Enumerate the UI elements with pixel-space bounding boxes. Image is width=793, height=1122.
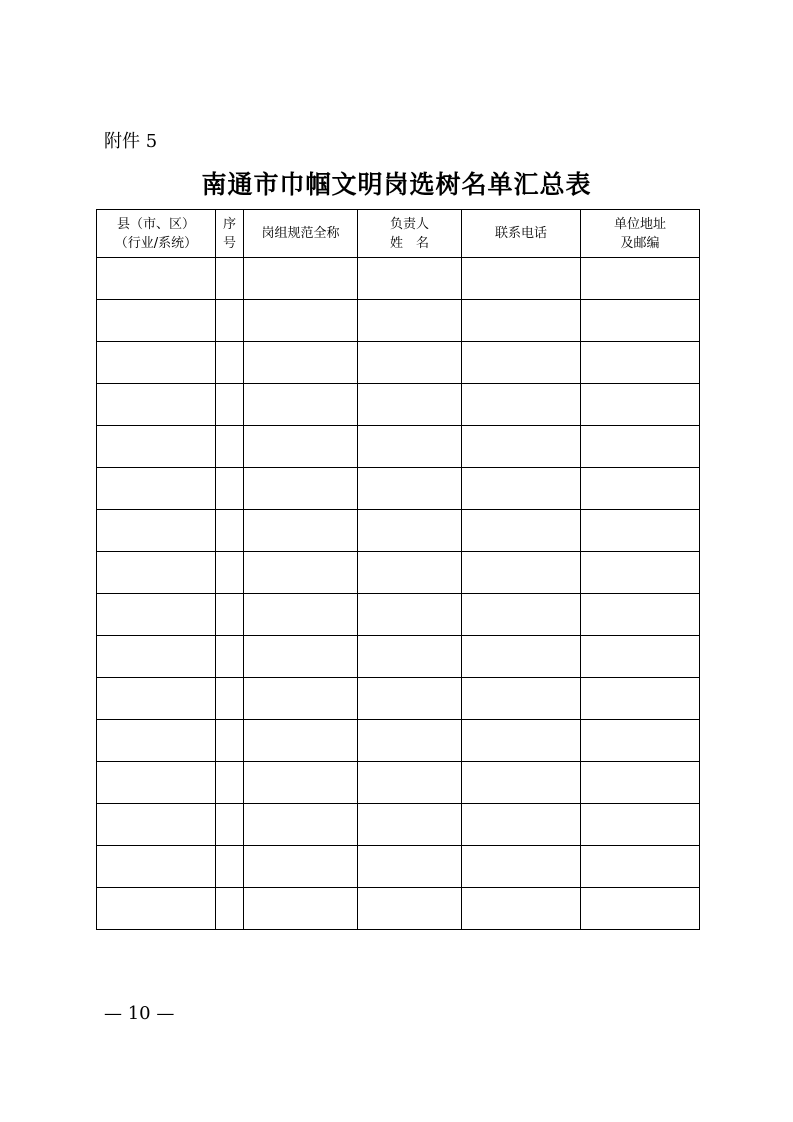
table-cell[interactable] [462,804,581,846]
table-cell[interactable] [216,258,244,300]
table-cell[interactable] [581,300,700,342]
table-cell[interactable] [358,552,462,594]
table-cell[interactable] [358,384,462,426]
table-row [97,678,700,720]
column-header-serial [216,210,244,258]
table-cell[interactable] [462,762,581,804]
table-cell[interactable] [581,468,700,510]
table-cell[interactable] [462,678,581,720]
table-cell[interactable] [216,720,244,762]
table-cell[interactable] [244,636,358,678]
column-header-address-line2: 及邮编 [620,235,660,251]
table-cell[interactable] [462,594,581,636]
table-cell[interactable] [462,342,581,384]
table-cell[interactable] [244,804,358,846]
table-cell[interactable] [216,804,244,846]
table-cell[interactable] [244,762,358,804]
table-cell[interactable] [462,846,581,888]
table-cell[interactable] [244,426,358,468]
table-cell[interactable] [244,888,358,930]
attachment-label: 附件 5 [104,131,158,152]
table-row [97,636,700,678]
table-cell[interactable] [216,846,244,888]
table-cell[interactable] [358,678,462,720]
column-header-address [581,210,700,258]
table-cell[interactable] [358,888,462,930]
table-cell[interactable] [216,300,244,342]
table-cell[interactable] [97,342,216,384]
table-cell[interactable] [216,594,244,636]
table-cell[interactable] [581,258,700,300]
table-row [97,300,700,342]
table-row [97,552,700,594]
table-cell[interactable] [462,426,581,468]
table-row [97,510,700,552]
table-row [97,846,700,888]
column-header-county [97,210,216,258]
column-header-phone-line1: 联系电话 [494,226,547,241]
table-cell[interactable] [462,258,581,300]
table-cell[interactable] [216,552,244,594]
table-row [97,720,700,762]
table-cell[interactable] [581,426,700,468]
table-cell[interactable] [97,426,216,468]
table-cell[interactable] [358,300,462,342]
table-cell[interactable] [97,384,216,426]
table-cell[interactable] [581,594,700,636]
table-cell[interactable] [462,888,581,930]
table-cell[interactable] [358,468,462,510]
column-header-leader-line2: 姓 名 [389,235,429,251]
table-row [97,594,700,636]
table-header-row [97,210,700,258]
table-cell[interactable] [358,426,462,468]
table-cell[interactable] [244,300,358,342]
table-cell[interactable] [216,468,244,510]
table-row [97,762,700,804]
table-row [97,426,700,468]
table-cell[interactable] [358,636,462,678]
table-cell[interactable] [216,510,244,552]
table-cell[interactable] [216,384,244,426]
table-cell[interactable] [462,300,581,342]
table-cell[interactable] [97,888,216,930]
column-header-phone [462,210,581,258]
table-cell[interactable] [462,552,581,594]
column-header-leader-line1: 负责人 [389,216,429,232]
table-cell[interactable] [581,510,700,552]
table-cell[interactable] [581,636,700,678]
table-cell[interactable] [358,804,462,846]
table-cell[interactable] [97,804,216,846]
table-cell[interactable] [216,342,244,384]
table-cell[interactable] [244,720,358,762]
table-cell[interactable] [216,888,244,930]
table-cell[interactable] [358,594,462,636]
table-cell[interactable] [358,762,462,804]
table-cell[interactable] [581,720,700,762]
table-cell[interactable] [358,258,462,300]
table-cell[interactable] [462,636,581,678]
table-cell[interactable] [581,384,700,426]
table-body [97,258,700,930]
table-cell[interactable] [358,720,462,762]
table-cell[interactable] [97,636,216,678]
table-cell[interactable] [216,636,244,678]
form-title: 南通市巾帼文明岗选树名单汇总表 [201,170,592,199]
table-cell[interactable] [97,720,216,762]
table-cell[interactable] [97,510,216,552]
column-header-serial-line1: 序 [222,216,236,232]
table-cell[interactable] [581,888,700,930]
table-cell[interactable] [581,762,700,804]
table-cell[interactable] [244,846,358,888]
table-cell[interactable] [358,510,462,552]
summary-table [96,209,700,930]
table-row [97,888,700,930]
table-cell[interactable] [97,300,216,342]
table-cell[interactable] [358,342,462,384]
table-row [97,468,700,510]
table-row [97,258,700,300]
column-header-leader [358,210,462,258]
table-cell[interactable] [97,678,216,720]
table-row [97,342,700,384]
table-cell[interactable] [581,552,700,594]
table-cell[interactable] [581,678,700,720]
table-cell[interactable] [462,468,581,510]
table-cell[interactable] [462,384,581,426]
table-cell[interactable] [581,342,700,384]
table-cell[interactable] [244,384,358,426]
table-cell[interactable] [244,678,358,720]
table-row [97,384,700,426]
table-cell[interactable] [97,552,216,594]
table-cell[interactable] [97,258,216,300]
page-number: — 10 — [104,1003,175,1024]
table-cell[interactable] [244,552,358,594]
table-cell[interactable] [462,720,581,762]
column-header-post-name-line1: 岗组规范全称 [261,226,340,241]
table-cell[interactable] [462,510,581,552]
table-row [97,804,700,846]
column-header-county-line1: 县（市、区） [116,216,195,232]
table-cell[interactable] [216,426,244,468]
table-cell[interactable] [244,594,358,636]
column-header-serial-line2: 号 [222,235,236,251]
table-cell[interactable] [244,258,358,300]
column-header-address-line1: 单位地址 [613,216,666,232]
table-cell[interactable] [97,468,216,510]
table-cell[interactable] [244,342,358,384]
table-cell[interactable] [244,468,358,510]
table-cell[interactable] [244,510,358,552]
table-cell[interactable] [97,762,216,804]
table-cell[interactable] [581,804,700,846]
table-cell[interactable] [358,846,462,888]
table-cell[interactable] [216,678,244,720]
table-cell[interactable] [216,762,244,804]
table-cell[interactable] [97,846,216,888]
column-header-post-name [244,210,358,258]
table-cell[interactable] [581,846,700,888]
column-header-county-line2: （行业/系统） [114,235,198,251]
table-cell[interactable] [97,594,216,636]
